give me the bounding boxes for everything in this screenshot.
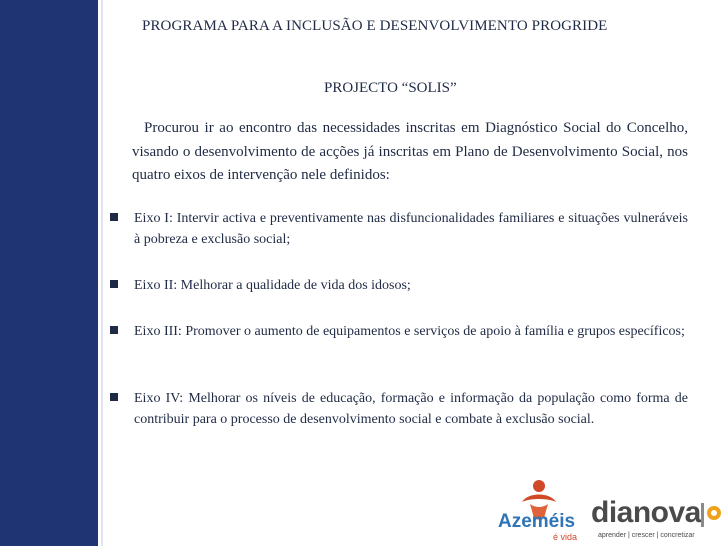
intro-paragraph: Procurou ir ao encontro das necessidades inscritas em Diagnóstico Social do Concelho, visando o desenvolvimento de acções já inscritas em Plano de Desenvolvimento Social, nos quatro eixos de intervenção nele definidos: [132,120,688,183]
square-bullet-icon [110,280,118,288]
list-item-text: Eixo II: Melhorar a qualidade de vida dos idosos; [134,278,411,293]
list-item-text: Eixo IV: Melhorar os níveis de educação, formação e informação da população como forma de contribuir para o processo de desenvolvimento social e combate à exclusão social. [134,391,688,427]
square-bullet-icon [110,393,118,401]
dianova-tagline: aprender | crescer | concretizar [598,532,695,539]
list-item-text: Eixo I: Intervir activa e preventivamente nas disfuncionalidades familiares e situações vulneráveis à pobreza e exclusão social; [134,211,688,247]
dianova-ring-logo-icon [707,506,721,520]
square-bullet-icon [110,213,118,221]
sidebar-divider-shade [101,0,103,546]
dianova-logo-text: dianova [591,496,701,529]
list-item-text: Eixo III: Promover o aumento de equipamentos e serviços de apoio à família e grupos específicos; [134,324,685,339]
left-sidebar-band [0,0,98,546]
slide-subtitle: PROJECTO “SOLIS” [324,80,457,96]
dianova-separator [701,503,704,527]
slide-title: PROGRAMA PARA A INCLUSÃO E DESENVOLVIMENTO PROGRIDE [142,18,608,34]
square-bullet-icon [110,326,118,334]
partner-logos [498,478,728,546]
azemeis-tagline: é vida [553,532,578,542]
azemeis-logo-text: Azeméis [498,511,576,532]
